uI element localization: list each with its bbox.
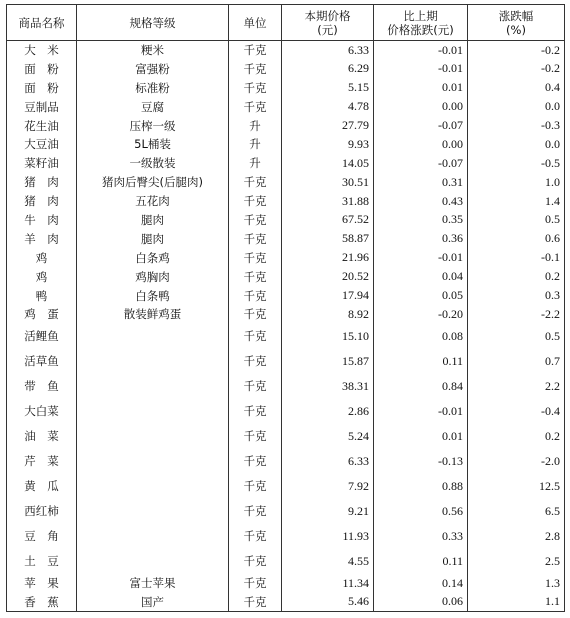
header-row	[7, 5, 565, 41]
cell-price: 8.92	[282, 305, 374, 324]
cell-unit: 千克	[229, 173, 282, 192]
cell-spec	[77, 374, 229, 399]
table-row	[7, 267, 565, 286]
cell-change: 0.06	[374, 593, 468, 612]
cell-name: 花生油	[7, 116, 77, 135]
cell-change: -0.13	[374, 449, 468, 474]
cell-price: 58.87	[282, 229, 374, 248]
cell-spec: 粳米	[77, 41, 229, 60]
cell-price: 9.21	[282, 499, 374, 524]
cell-spec	[77, 399, 229, 424]
cell-pct: 6.5	[468, 499, 565, 524]
cell-name: 鸡 蛋	[7, 305, 77, 324]
cell-name: 西红柿	[7, 499, 77, 524]
table-row	[7, 229, 565, 248]
table-row	[7, 324, 565, 349]
cell-spec: 国产	[77, 593, 229, 612]
cell-pct: 12.5	[468, 474, 565, 499]
cell-name: 香 蕉	[7, 593, 77, 612]
cell-spec	[77, 524, 229, 549]
cell-price: 5.46	[282, 593, 374, 612]
cell-change: 0.01	[374, 424, 468, 449]
cell-unit: 升	[229, 135, 282, 154]
cell-change: 0.11	[374, 549, 468, 574]
cell-price: 27.79	[282, 116, 374, 135]
cell-price: 17.94	[282, 286, 374, 305]
cell-unit: 千克	[229, 211, 282, 230]
table-row	[7, 499, 565, 524]
cell-unit: 千克	[229, 229, 282, 248]
header-unit: 单位	[229, 5, 282, 41]
header-price	[282, 5, 374, 41]
cell-change: 0.84	[374, 374, 468, 399]
cell-name: 大白菜	[7, 399, 77, 424]
cell-change: 0.33	[374, 524, 468, 549]
cell-unit: 千克	[229, 374, 282, 399]
cell-name: 苹 果	[7, 574, 77, 593]
cell-spec	[77, 474, 229, 499]
cell-pct: -0.1	[468, 248, 565, 267]
cell-name: 菜籽油	[7, 154, 77, 173]
header-change	[374, 5, 468, 41]
cell-spec: 五花肉	[77, 192, 229, 211]
cell-unit: 千克	[229, 574, 282, 593]
cell-unit: 升	[229, 116, 282, 135]
cell-unit: 千克	[229, 192, 282, 211]
cell-name: 豆制品	[7, 97, 77, 116]
cell-unit: 千克	[229, 474, 282, 499]
cell-price: 5.24	[282, 424, 374, 449]
cell-change: 0.43	[374, 192, 468, 211]
cell-pct: 1.0	[468, 173, 565, 192]
table-row	[7, 286, 565, 305]
cell-pct: 0.2	[468, 424, 565, 449]
cell-pct: 0.4	[468, 78, 565, 97]
cell-spec	[77, 324, 229, 349]
cell-price: 9.93	[282, 135, 374, 154]
cell-name: 猪 肉	[7, 192, 77, 211]
cell-pct: 0.5	[468, 211, 565, 230]
cell-name: 面 粉	[7, 59, 77, 78]
cell-pct: 0.3	[468, 286, 565, 305]
cell-price: 15.10	[282, 324, 374, 349]
cell-price: 4.55	[282, 549, 374, 574]
table-row	[7, 524, 565, 549]
table-row	[7, 349, 565, 374]
table-row	[7, 78, 565, 97]
cell-price: 31.88	[282, 192, 374, 211]
cell-change: 0.56	[374, 499, 468, 524]
cell-spec: 富强粉	[77, 59, 229, 78]
header-spec: 规格等级	[77, 5, 229, 41]
cell-pct: 0.7	[468, 349, 565, 374]
cell-name: 猪 肉	[7, 173, 77, 192]
cell-price: 38.31	[282, 374, 374, 399]
cell-price: 20.52	[282, 267, 374, 286]
cell-price: 6.29	[282, 59, 374, 78]
cell-pct: 0.0	[468, 135, 565, 154]
price-table	[6, 4, 565, 612]
cell-spec: 散装鲜鸡蛋	[77, 305, 229, 324]
cell-name: 羊 肉	[7, 229, 77, 248]
cell-spec: 5L桶装	[77, 135, 229, 154]
cell-change: 0.01	[374, 78, 468, 97]
header-pct	[468, 5, 565, 41]
cell-change: 0.08	[374, 324, 468, 349]
cell-unit: 千克	[229, 524, 282, 549]
cell-unit: 千克	[229, 78, 282, 97]
table-row	[7, 399, 565, 424]
table-row	[7, 593, 565, 612]
cell-price: 21.96	[282, 248, 374, 267]
table-row	[7, 211, 565, 230]
cell-name: 豆 角	[7, 524, 77, 549]
cell-name: 鸭	[7, 286, 77, 305]
cell-spec: 一级散装	[77, 154, 229, 173]
cell-pct: 1.3	[468, 574, 565, 593]
cell-spec: 猪肉后臀尖(后腿肉)	[77, 173, 229, 192]
cell-spec	[77, 549, 229, 574]
cell-unit: 千克	[229, 349, 282, 374]
cell-spec: 鸡胸肉	[77, 267, 229, 286]
table-row	[7, 424, 565, 449]
table-row	[7, 135, 565, 154]
cell-spec	[77, 424, 229, 449]
cell-name: 带 鱼	[7, 374, 77, 399]
cell-change: -0.07	[374, 154, 468, 173]
header-change-line1: 比上期	[403, 8, 438, 23]
table-row	[7, 549, 565, 574]
table-row	[7, 116, 565, 135]
cell-unit: 千克	[229, 593, 282, 612]
cell-name: 面 粉	[7, 78, 77, 97]
header-price-line1: 本期价格	[304, 8, 351, 23]
cell-unit: 千克	[229, 424, 282, 449]
cell-change: 0.31	[374, 173, 468, 192]
cell-name: 黄 瓜	[7, 474, 77, 499]
cell-change: 0.36	[374, 229, 468, 248]
cell-pct: 1.4	[468, 192, 565, 211]
cell-price: 15.87	[282, 349, 374, 374]
cell-change: 0.88	[374, 474, 468, 499]
cell-spec: 白条鸡	[77, 248, 229, 267]
cell-spec	[77, 349, 229, 374]
cell-price: 7.92	[282, 474, 374, 499]
cell-unit: 千克	[229, 97, 282, 116]
cell-pct: 2.2	[468, 374, 565, 399]
cell-unit: 千克	[229, 267, 282, 286]
cell-unit: 千克	[229, 324, 282, 349]
cell-change: 0.11	[374, 349, 468, 374]
cell-unit: 千克	[229, 549, 282, 574]
table-row	[7, 574, 565, 593]
cell-pct: -0.2	[468, 59, 565, 78]
table-row	[7, 41, 565, 60]
cell-name: 鸡	[7, 248, 77, 267]
cell-spec: 富士苹果	[77, 574, 229, 593]
table-row	[7, 192, 565, 211]
cell-name: 大豆油	[7, 135, 77, 154]
cell-change: -0.01	[374, 59, 468, 78]
cell-name: 大 米	[7, 41, 77, 60]
table-row	[7, 305, 565, 324]
cell-pct: 0.6	[468, 229, 565, 248]
cell-price: 6.33	[282, 41, 374, 60]
cell-change: 0.14	[374, 574, 468, 593]
cell-pct: -0.2	[468, 41, 565, 60]
cell-change: -0.01	[374, 41, 468, 60]
table-header	[7, 5, 565, 41]
cell-pct: 0.5	[468, 324, 565, 349]
cell-price: 4.78	[282, 97, 374, 116]
cell-pct: 0.2	[468, 267, 565, 286]
cell-unit: 千克	[229, 41, 282, 60]
cell-change: -0.20	[374, 305, 468, 324]
cell-unit: 千克	[229, 286, 282, 305]
cell-unit: 千克	[229, 499, 282, 524]
cell-name: 芹 菜	[7, 449, 77, 474]
cell-pct: 0.0	[468, 97, 565, 116]
cell-pct: -0.4	[468, 399, 565, 424]
cell-name: 活草鱼	[7, 349, 77, 374]
table-row	[7, 248, 565, 267]
cell-change: 0.04	[374, 267, 468, 286]
cell-price: 67.52	[282, 211, 374, 230]
cell-name: 牛 肉	[7, 211, 77, 230]
cell-pct: 1.1	[468, 593, 565, 612]
cell-price: 5.15	[282, 78, 374, 97]
cell-spec: 腿肉	[77, 211, 229, 230]
header-name: 商品名称	[7, 5, 77, 41]
cell-pct: -0.3	[468, 116, 565, 135]
cell-spec: 豆腐	[77, 97, 229, 116]
cell-change: -0.01	[374, 248, 468, 267]
table-row	[7, 374, 565, 399]
cell-price: 2.86	[282, 399, 374, 424]
header-change-line2: 价格涨跌(元)	[387, 22, 454, 37]
cell-pct: -0.5	[468, 154, 565, 173]
cell-pct: 2.5	[468, 549, 565, 574]
cell-unit: 千克	[229, 248, 282, 267]
cell-unit: 千克	[229, 305, 282, 324]
header-price-line2: (元)	[317, 22, 338, 37]
cell-change: 0.00	[374, 135, 468, 154]
cell-price: 11.34	[282, 574, 374, 593]
cell-unit: 千克	[229, 59, 282, 78]
cell-change: -0.01	[374, 399, 468, 424]
cell-spec: 腿肉	[77, 229, 229, 248]
cell-pct: -2.0	[468, 449, 565, 474]
cell-change: -0.07	[374, 116, 468, 135]
cell-price: 30.51	[282, 173, 374, 192]
table-row	[7, 59, 565, 78]
cell-name: 鸡	[7, 267, 77, 286]
cell-price: 6.33	[282, 449, 374, 474]
cell-price: 14.05	[282, 154, 374, 173]
header-pct-line2: (%)	[506, 22, 526, 37]
cell-name: 活鲤鱼	[7, 324, 77, 349]
table-row	[7, 154, 565, 173]
cell-unit: 千克	[229, 399, 282, 424]
cell-pct: -2.2	[468, 305, 565, 324]
cell-price: 11.93	[282, 524, 374, 549]
cell-name: 油 菜	[7, 424, 77, 449]
cell-spec	[77, 499, 229, 524]
table-row	[7, 97, 565, 116]
cell-spec: 压榨一级	[77, 116, 229, 135]
cell-spec: 标准粉	[77, 78, 229, 97]
table-row	[7, 449, 565, 474]
table-body	[7, 41, 565, 612]
table-row	[7, 474, 565, 499]
header-pct-line1: 涨跌幅	[498, 8, 534, 23]
table-row	[7, 173, 565, 192]
cell-name: 土 豆	[7, 549, 77, 574]
cell-pct: 2.8	[468, 524, 565, 549]
cell-unit: 千克	[229, 449, 282, 474]
cell-spec	[77, 449, 229, 474]
cell-change: 0.00	[374, 97, 468, 116]
cell-change: 0.35	[374, 211, 468, 230]
cell-spec: 白条鸭	[77, 286, 229, 305]
cell-change: 0.05	[374, 286, 468, 305]
cell-unit: 升	[229, 154, 282, 173]
